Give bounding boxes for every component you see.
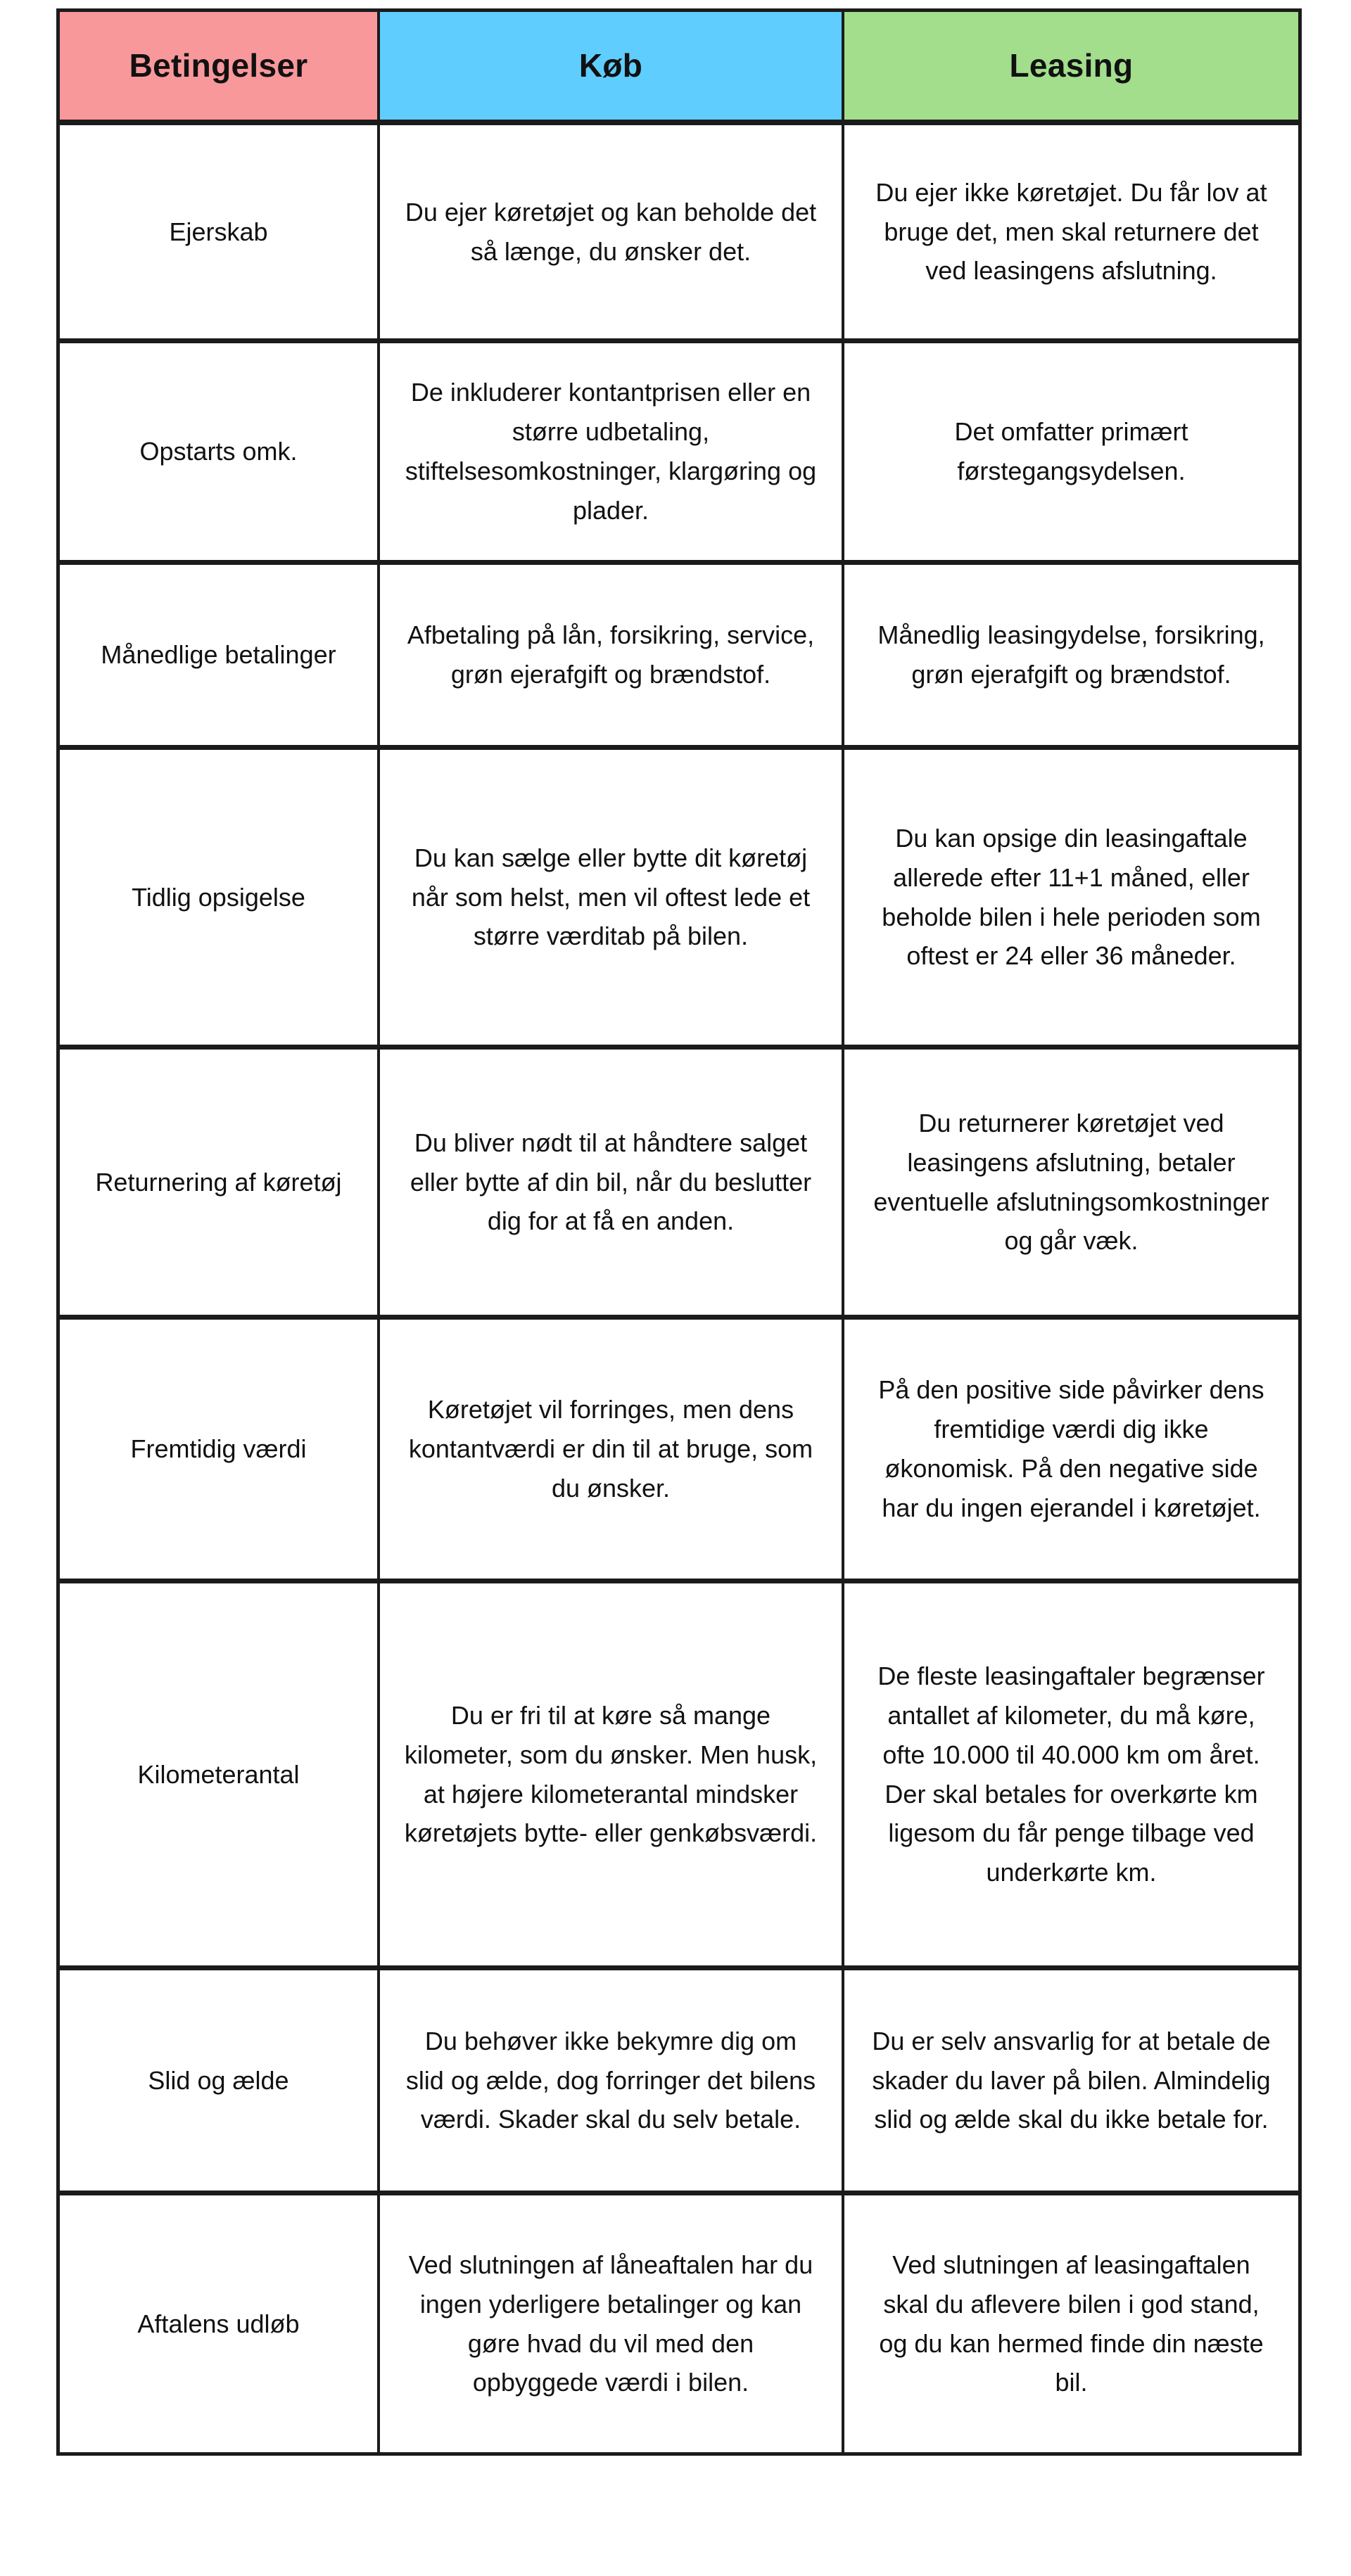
kob-cell: Du kan sælge eller bytte dit køretøj når som helst, men vil oftest lede et større værditab på bilen. (380, 750, 844, 1050)
condition-label: Tidlig opsigelse (60, 750, 380, 1050)
kob-cell: Du behøver ikke bekymre dig om slid og ælde, dog forringer det bilens værdi. Skader skal du selv betale. (380, 1970, 844, 2195)
header-cell-betingelser: Betingelser (60, 12, 380, 125)
leasing-cell: Du ejer ikke køretøjet. Du får lov at bruge det, men skal returnere det ved leasingens afslutning. (844, 125, 1298, 343)
kob-cell: Ved slutningen af låneaftalen har du ingen yderligere betalinger og kan gøre hvad du vil med den opbyggede værdi i bilen. (380, 2195, 844, 2452)
kob-cell: Du er fri til at køre så mange kilometer, som du ønsker. Men husk, at højere kilometerantal mindsker køretøjets bytte- eller genkøbsværdi. (380, 1583, 844, 1970)
condition-label: Aftalens udløb (60, 2195, 380, 2452)
kob-cell: De inkluderer kontantprisen eller en større udbetaling, stiftelsesomkostninger, klargøring og plader. (380, 343, 844, 565)
condition-label: Kilometerantal (60, 1583, 380, 1970)
condition-label: Opstarts omk. (60, 343, 380, 565)
leasing-cell: De fleste leasingaftaler begrænser antallet af kilometer, du må køre, ofte 10.000 til 40.000 km om året. Der skal betales for overkørte km ligesom du får penge tilbage ved underkørte km. (844, 1583, 1298, 1970)
leasing-cell: Det omfatter primært førstegangsydelsen. (844, 343, 1298, 565)
kob-cell: Du bliver nødt til at håndtere salget eller bytte af din bil, når du beslutter dig for at få en anden. (380, 1050, 844, 1320)
leasing-cell: Du returnerer køretøjet ved leasingens afslutning, betaler eventuelle afslutningsomkostninger og går væk. (844, 1050, 1298, 1320)
header-cell-kob: Køb (380, 12, 844, 125)
leasing-cell: Du kan opsige din leasingaftale allerede efter 11+1 måned, eller beholde bilen i hele perioden som oftest er 24 eller 36 måneder. (844, 750, 1298, 1050)
condition-label: Returnering af køretøj (60, 1050, 380, 1320)
leasing-cell: På den positive side påvirker dens fremtidige værdi dig ikke økonomisk. På den negative side har du ingen ejerandel i køretøjet. (844, 1320, 1298, 1583)
condition-label: Fremtidig værdi (60, 1320, 380, 1583)
kob-cell: Køretøjet vil forringes, men dens kontantværdi er din til at bruge, som du ønsker. (380, 1320, 844, 1583)
leasing-cell: Månedlig leasingydelse, forsikring, grøn ejerafgift og brændstof. (844, 565, 1298, 750)
leasing-cell: Ved slutningen af leasingaftalen skal du aflevere bilen i god stand, og du kan hermed finde din næste bil. (844, 2195, 1298, 2452)
condition-label: Ejerskab (60, 125, 380, 343)
condition-label: Slid og ælde (60, 1970, 380, 2195)
condition-label: Månedlige betalinger (60, 565, 380, 750)
kob-cell: Du ejer køretøjet og kan beholde det så længe, du ønsker det. (380, 125, 844, 343)
buy-vs-lease-comparison-table (56, 8, 1302, 2456)
header-cell-leasing: Leasing (844, 12, 1298, 125)
kob-cell: Afbetaling på lån, forsikring, service, grøn ejerafgift og brændstof. (380, 565, 844, 750)
leasing-cell: Du er selv ansvarlig for at betale de skader du laver på bilen. Almindelig slid og ælde skal du ikke betale for. (844, 1970, 1298, 2195)
